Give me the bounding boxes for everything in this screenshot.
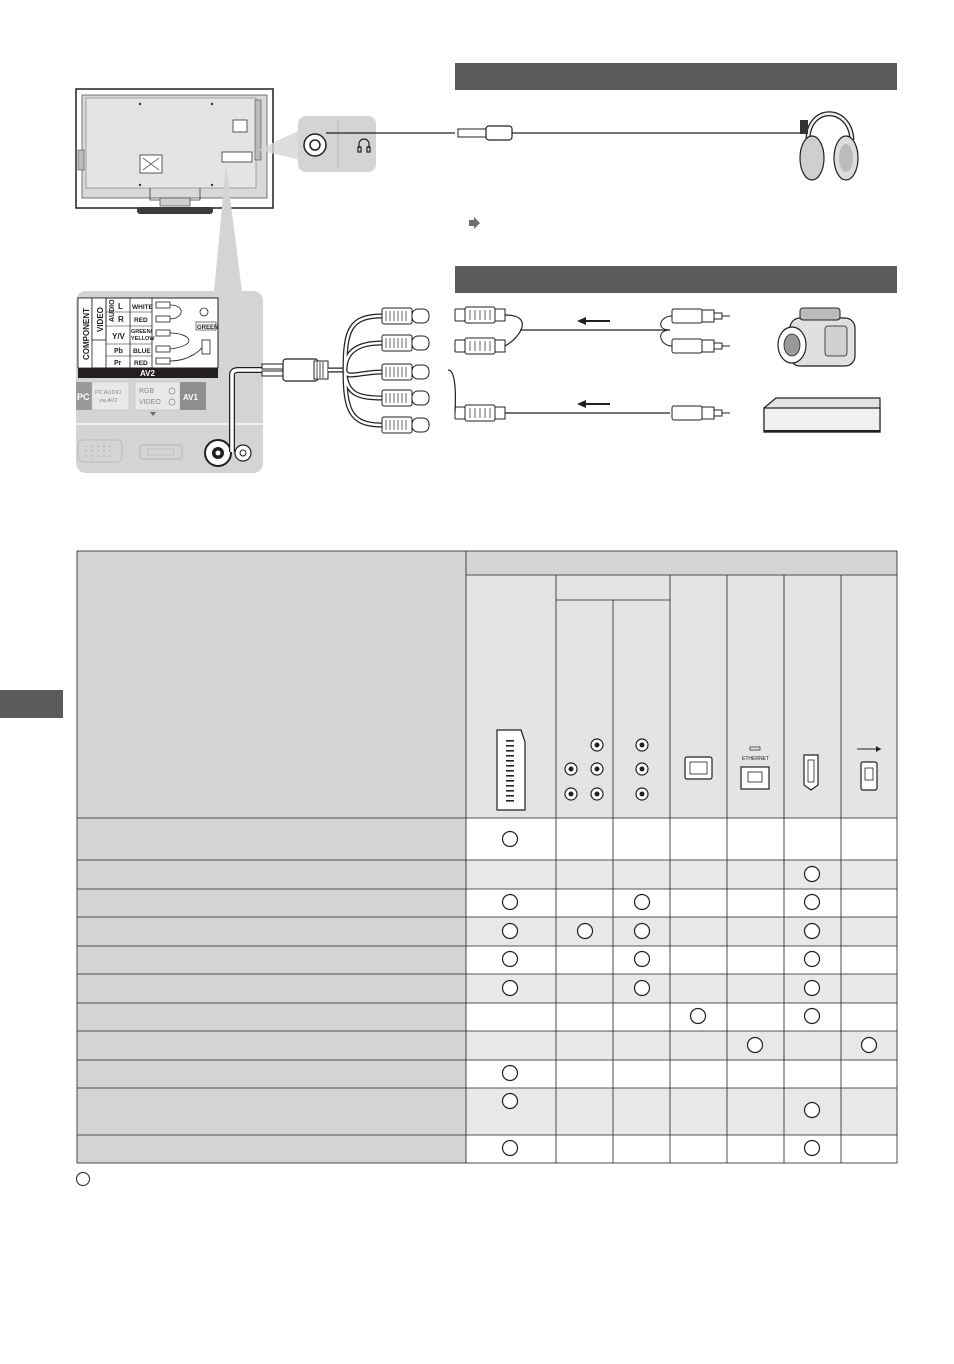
availability-mark-hdmi	[805, 1009, 820, 1024]
yv-label: Y/V	[112, 332, 125, 341]
pr-label: Pr	[114, 360, 122, 367]
green-yellow-label-2: YELLOW	[131, 336, 155, 342]
availability-mark-scart	[503, 895, 518, 910]
red2-label: RED	[134, 360, 148, 367]
availability-mark-hdmi	[805, 924, 820, 939]
blue-label: BLUE	[133, 348, 151, 355]
audio-label: AUDIO	[109, 299, 116, 322]
legend-circle-mark	[76, 1172, 90, 1186]
hdmi-port-icon	[804, 755, 818, 790]
availability-mark-optical	[691, 1009, 706, 1024]
scart-icon	[497, 730, 525, 810]
availability-mark-scart	[503, 1094, 518, 1109]
availability-mark-component-video	[635, 952, 650, 967]
pc-audio-label-1: PC AUDIO	[95, 390, 122, 396]
availability-mark-scart	[503, 832, 518, 847]
white-label: WHITE	[132, 304, 153, 311]
red-label: RED	[134, 317, 148, 324]
availability-mark-ethernet	[748, 1038, 763, 1053]
availability-mark-component-video	[635, 895, 650, 910]
component-label: COMPONENT	[82, 308, 91, 360]
pc-label: PC	[77, 392, 90, 402]
green-yellow-label-1: GREEN/	[131, 329, 153, 335]
av1-label: AV1	[183, 393, 198, 402]
availability-mark-hdmi	[805, 1141, 820, 1156]
ethernet-label: ETHERNET	[742, 756, 769, 762]
availability-mark-component-video	[635, 981, 650, 996]
availability-mark-hdmi	[805, 952, 820, 967]
video-label: VIDEO	[96, 307, 105, 332]
availability-mark-scart	[503, 924, 518, 939]
l-label: L	[118, 302, 123, 311]
video2-label: VIDEO	[139, 399, 161, 406]
r-label: R	[118, 315, 124, 324]
green-label: GREEN	[197, 325, 219, 331]
pc-audio-label-2: via AV2	[99, 398, 118, 404]
optical-port-icon	[685, 757, 712, 779]
availability-mark-scart	[503, 952, 518, 967]
availability-mark-hdmi	[805, 867, 820, 882]
availability-mark-usb	[862, 1038, 877, 1053]
availability-mark-scart	[503, 1141, 518, 1156]
row-backgrounds	[77, 818, 897, 1163]
pb-label: Pb	[114, 348, 123, 355]
availability-mark-component-audio	[578, 924, 593, 939]
availability-mark-scart	[503, 1066, 518, 1081]
availability-mark-scart	[503, 981, 518, 996]
av2-label: AV2	[140, 369, 155, 378]
availability-mark-hdmi	[805, 981, 820, 996]
rgb-label: RGB	[139, 388, 155, 395]
availability-mark-hdmi	[805, 1103, 820, 1118]
availability-mark-component-video	[635, 924, 650, 939]
availability-mark-hdmi	[805, 895, 820, 910]
